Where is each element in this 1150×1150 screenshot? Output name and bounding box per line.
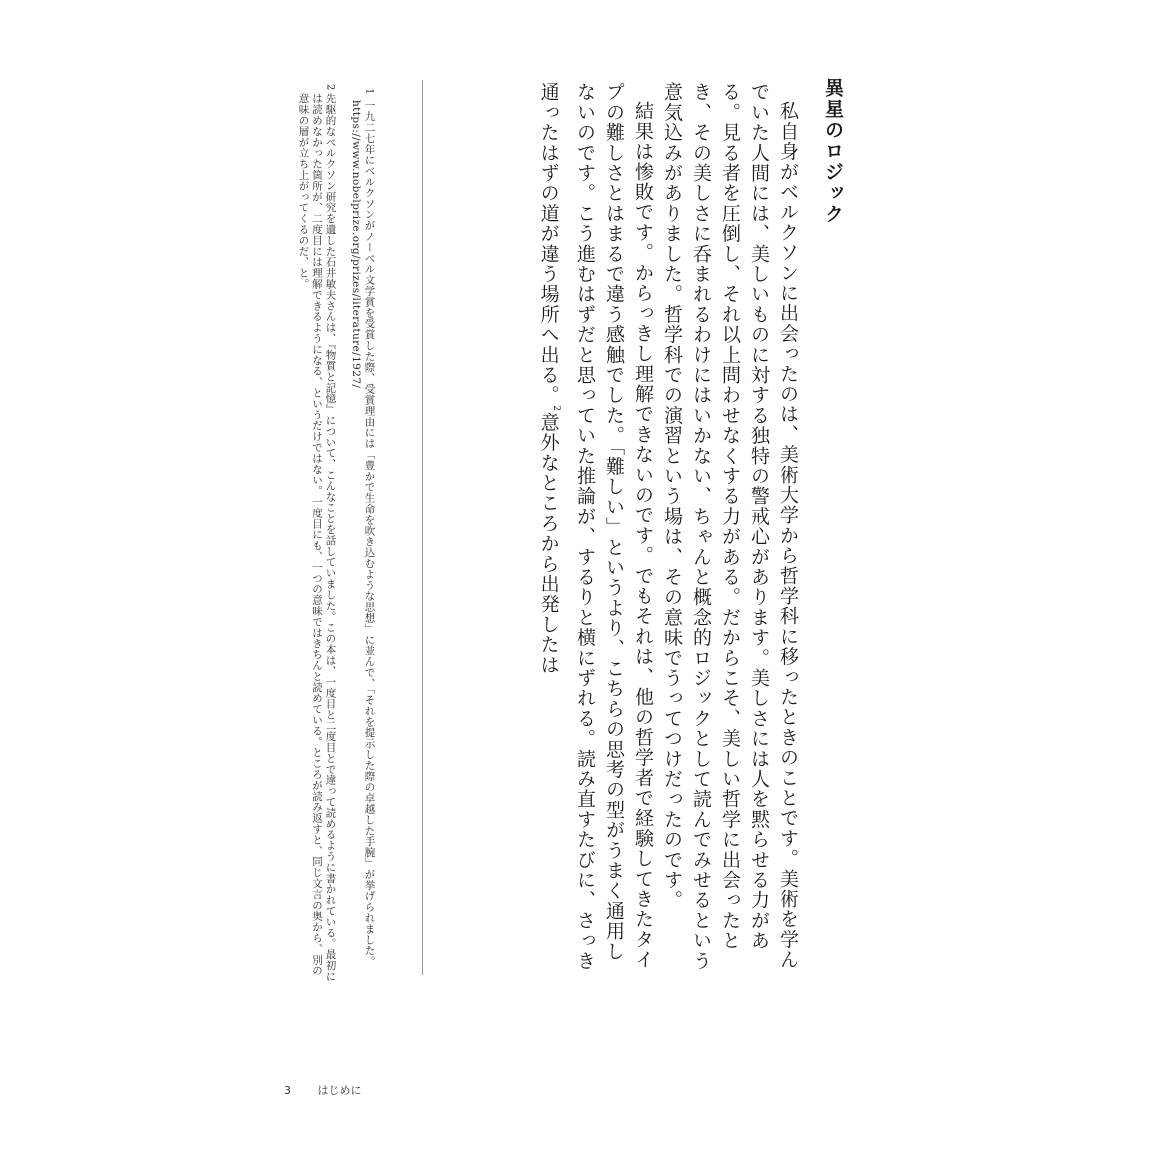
footnotes [284,82,376,982]
running-title: はじめに [317,1084,362,1097]
footnote-number: 2 [324,84,336,91]
footnote [349,82,376,982]
paragraph-part: 結果は惨敗です。からっきし理解できないのです。でもそれは、他の哲学者で経験してきたタイプの難しさとはまるで違う感触でした。「難しい」というより、こちらの思考の型がうまく通用しないのです。こう進むはずだと思っていた推論が、するりと横にずれる。読み直すたびに、さっき通ったはずの道が違う場所へ出る。 [537,82,654,971]
paragraph: 私自身がベルクソンに出会ったのは、美術大学から哲学科に移ったときのことです。美術を学んでいた人間には、美しいものに対する独特の警戒心があります。美しさには人を黙らせる力がある。見る者を圧倒し、それ以上問わせなくする力がある。だからこそ、美しい哲学に出会ったとき、その美しさに呑まれるわけにはいかない、ちゃんと概念的ロジックとして読んでみせるという意気込みがありました。哲学科での演習という場は、その意味でうってつけだったのです。 [661,82,799,971]
paragraph-part: 意外なところから出発したは [537,412,560,675]
page-number: 3 [284,1084,291,1097]
section-heading: 異星のロジック [822,78,844,225]
book-page [270,60,850,1110]
notes-divider [422,80,423,975]
body-text [534,82,802,972]
footnote [296,82,337,982]
paragraph [534,82,657,972]
footnote-number: 1 [363,87,375,95]
footnote-text: 先駆的なベルクソン研究を遺した石井敏夫さんは、『物質と記憶』について、こんなことを話していました。この本は、一度目と二度目とで違って読めるように書かれている。最初には読めなかった箇所が、二度目には理解できるようになる、というだけではない。一度目にも、一つの意味ではきちんと読めている。ところが読み返すと、同じ文言の奥から、別の意味の層が立ち上がってくるのだ、と。 [297,92,337,982]
note-reference: 2 [551,405,561,413]
page-footer [284,1082,362,1098]
footnote-text: 一九二七年にベルクソンがノーベル文学賞を受賞した際、受賞理由には「豊かで生命を吹き込むような思想」に並んで、「それを提示した際の卓越した手腕」が挙げられました。https://www.nobelprize.org/prizes/literature/1927/ [350,100,376,968]
